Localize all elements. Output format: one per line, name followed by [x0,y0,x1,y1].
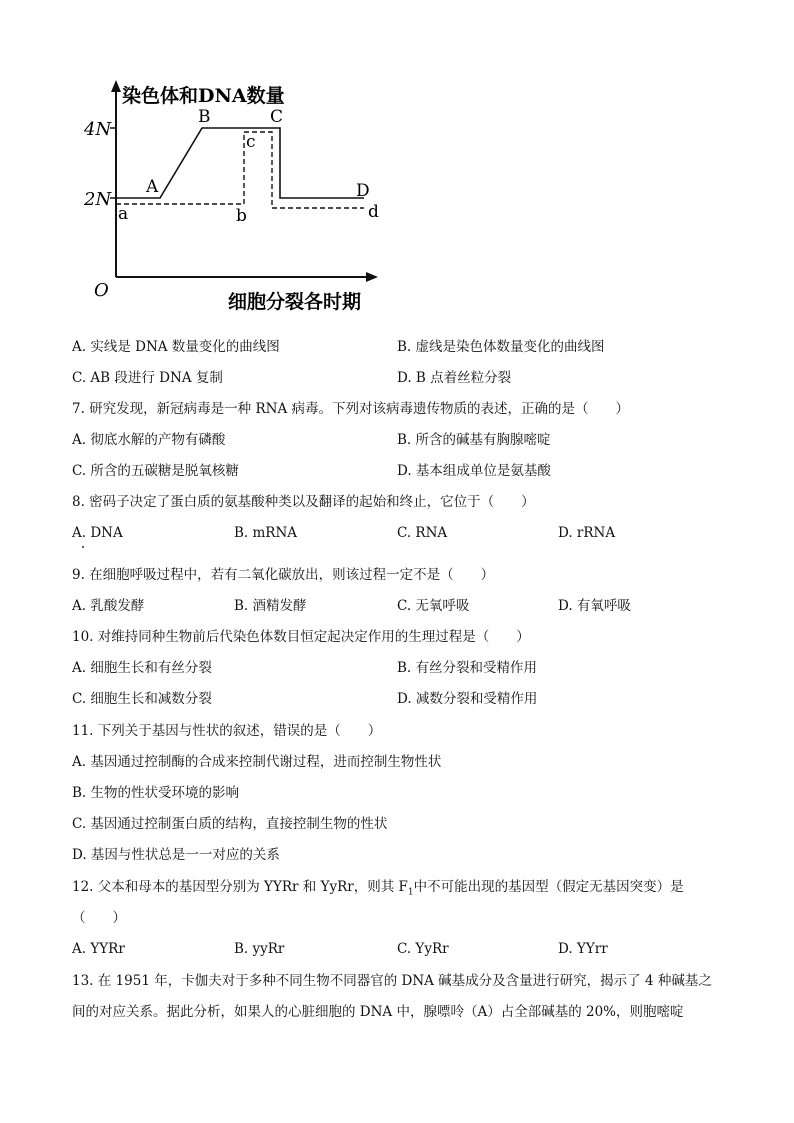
point-a-label: a [118,204,129,224]
q7-option-d: D. 基本组成单位是氨基酸 [397,463,551,479]
q9-option-a: A. 乳酸发酵 [72,598,145,614]
point-C-label: C [270,107,284,127]
q13-stem-line1: 13. 在 1951 年，卡伽夫对于多种不同生物不同器官的 DNA 碱基成分及含量进行研究，揭示了 4 种碱基之 [72,973,712,989]
q8-option-b: B. mRNA [234,525,298,541]
q10-option-c: C. 细胞生长和减数分裂 [72,691,212,707]
point-A-label: A [146,177,159,197]
q10-stem: 10. 对维持同种生物前后代染色体数目恒定起决定作用的生理过程是（ ） [72,629,530,645]
q10-option-a: A. 细胞生长和有丝分裂 [72,660,212,676]
q12-stem-paren: （ ） [72,910,126,926]
origin-label: O [94,280,109,301]
point-D-label: D [356,181,370,201]
stray-dot [82,546,84,548]
q8-option-a: A. DNA [72,525,123,541]
q8-option-d: D. rRNA [558,525,616,541]
point-c-label: c [246,132,256,152]
q8-option-c: C. RNA [397,525,448,541]
q9-option-c: C. 无氧呼吸 [397,598,470,614]
q11-option-c: C. 基因通过控制蛋白质的结构，直接控制生物的性状 [72,816,388,832]
y-axis-arrow [111,80,121,92]
q6-option-c: C. AB 段进行 DNA 复制 [72,370,223,386]
x-axis-arrow [366,272,378,282]
q7-option-a: A. 彻底水解的产物有磷酸 [72,432,226,448]
q11-option-d: D. 基因与性状总是一一对应的关系 [72,847,280,863]
q7-option-b: B. 所含的碱基有胸腺嘧啶 [397,432,551,448]
q7-option-c: C. 所含的五碳糖是脱氧核糖 [72,463,239,479]
q11-stem: 11. 下列关于基因与性状的叙述，错误的是（ ） [72,723,382,739]
point-b-label: b [236,206,247,226]
q12-stem-part-a: 12. 父本和母本的基因型分别为 YYRr 和 YyRr，则其 F [72,879,408,895]
q8-stem: 8. 密码子决定了蛋白质的氨基酸种类以及翻译的起始和终止，它位于（ ） [72,494,535,510]
q10-option-d: D. 减数分裂和受精作用 [397,691,538,707]
q12-option-b: B. yyRr [234,941,285,957]
q12-stem-subscript: 1 [407,887,414,898]
q7-stem: 7. 研究发现，新冠病毒是一种 RNA 病毒。下列对该病毒遗传物质的表述，正确的是（ ） [72,401,629,417]
q11-option-a: A. 基因通过控制酶的合成来控制代谢过程，进而控制生物性状 [72,754,442,770]
q10-option-b: B. 有丝分裂和受精作用 [397,660,538,676]
q6-option-a: A. 实线是 DNA 数量变化的曲线图 [72,339,280,355]
q12-option-c: C. YyRr [397,941,449,957]
x-axis-label: 细胞分裂各时期 [228,291,362,313]
q9-stem: 9. 在细胞呼吸过程中，若有二氧化碳放出，则该过程一定不是（ ） [72,567,495,583]
point-B-label: B [198,107,211,127]
q6-option-d: D. B 点着丝粒分裂 [397,370,512,386]
q11-option-b: B. 生物的性状受环境的影响 [72,785,240,801]
q12-stem-part-b: 中不可能出现的基因型（假定无基因突变）是 [413,879,684,895]
point-d-label: d [368,202,379,222]
q6-option-b: B. 虚线是染色体数量变化的曲线图 [397,339,605,355]
q12-stem [72,878,684,902]
tick-4n-label: 4N [84,119,112,140]
q9-option-b: B. 酒精发酵 [234,598,307,614]
q12-option-d: D. YYrr [558,941,608,957]
tick-2n-label: 2N [84,189,112,210]
chromosome-dna-graph [80,72,400,322]
y-axis-label: 染色体和DNA数量 [122,85,285,107]
q13-stem-line2: 间的对应关系。据此分析，如果人的心脏细胞的 DNA 中，腺嘌呤（A）占全部碱基的 20%，则胞嘧啶 [72,1004,684,1020]
q9-option-d: D. 有氧呼吸 [558,598,631,614]
q12-option-a: A. YYRr [72,941,125,957]
